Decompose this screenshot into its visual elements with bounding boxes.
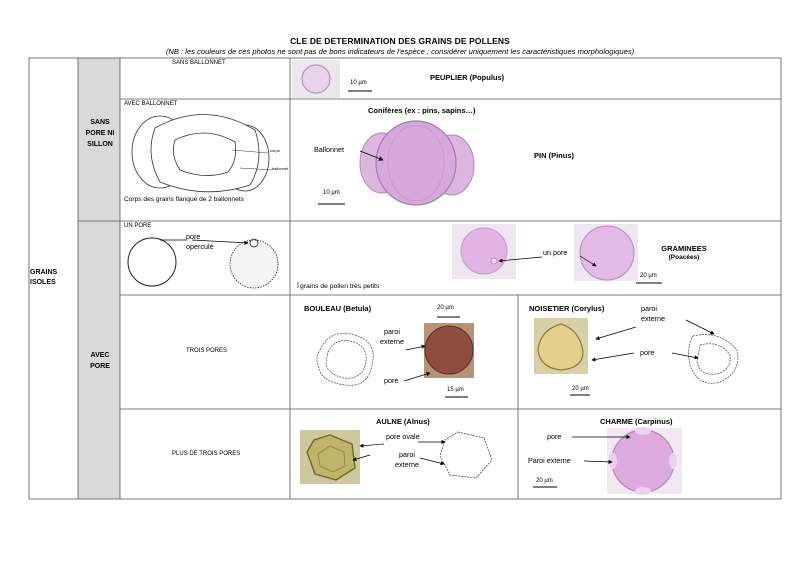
pin-diagram	[132, 114, 272, 191]
avec-ballonnet-label: AVEC BALLONNET	[124, 101, 178, 107]
tres-petits-note: grains de pollen très petits	[300, 283, 380, 290]
plus-trois-pores-label: PLUS DE TROIS PORES	[172, 451, 241, 457]
bouleau-paroi-label	[376, 327, 408, 347]
charme-scale: 20 µm	[536, 478, 553, 484]
pin-caption: Corps des grains flanqué de 2 ballonnets	[124, 196, 244, 203]
ballonnet-diagram-label: ballonnet	[272, 166, 289, 171]
sans-pore-label	[80, 117, 120, 150]
grains-isoles-label	[30, 268, 76, 288]
graminees-line1: GRAMINEES	[661, 244, 707, 253]
un-pore-outline	[128, 238, 176, 286]
graminees-scale: 20 µm	[640, 273, 657, 279]
noisetier-drawing	[689, 335, 738, 384]
peuplier-name: PEUPLIER (Populus)	[430, 73, 505, 82]
bouleau-paroi-line1: paroi	[384, 327, 400, 336]
aulne-pore-ovale-label: pore ovale	[386, 432, 420, 441]
avec-label: AVEC	[90, 352, 110, 359]
un-pore-pointer-label: un pore	[543, 248, 568, 257]
aulne-paroi-line2: externe	[395, 460, 419, 469]
charme-pore-label: pore	[547, 432, 562, 441]
pin-name: PIN (Pinus)	[534, 151, 575, 160]
sans-label: SANS	[90, 119, 110, 126]
sillon-label: SILLON	[87, 141, 113, 148]
graminees-name	[654, 244, 714, 262]
graminee-photo-2	[580, 226, 634, 280]
graminee-photo-1	[461, 228, 507, 274]
aulne-paroi-label	[392, 450, 422, 470]
pore-opercule-label	[186, 232, 214, 252]
sans-ballonnet-label: SANS BALLONNET	[172, 60, 226, 66]
charme-paroi-label: Paroi externe	[528, 456, 571, 465]
coniferes-heading: Conifères (ex : pins, sapins…)	[368, 106, 476, 115]
bouleau-scale-top: 20 µm	[437, 305, 454, 311]
un-pore-label: UN PORE	[124, 223, 152, 229]
grains-label: GRAINS	[30, 269, 58, 276]
noisetier-scale: 20 µm	[572, 386, 589, 392]
ballonnet-label: Ballonnet	[314, 145, 344, 154]
un-pore-dotted	[230, 239, 278, 288]
page-note: (NB : les couleurs de ces photos ne sont pas de bons indicateurs de l'espèce ; considérer uniquement les caractéristiques morphologiques)	[165, 47, 635, 56]
noisetier-paroi-line2: externe	[641, 314, 665, 323]
bouleau-scale-bottom: 15 µm	[447, 387, 464, 393]
pore-opercule-line2: operculé	[186, 242, 214, 251]
noisetier-paroi-label	[641, 304, 665, 324]
trois-pores-label: TROIS PORES	[186, 348, 228, 354]
charme-name: CHARME (Carpinus)	[600, 417, 673, 426]
bouleau-drawing	[317, 333, 373, 385]
noisetier-pore-label: pore	[640, 348, 655, 357]
noisetier-paroi-line1: paroi	[641, 304, 657, 313]
pin-scale: 10 µm	[323, 190, 340, 196]
avec-pore-label	[80, 350, 120, 372]
pore-label: PORE	[90, 363, 110, 370]
isoles-label: ISOLES	[30, 279, 56, 286]
page-title: CLE DE DETERMINATION DES GRAINS DE POLLENS	[290, 36, 510, 46]
bouleau-pore-label: pore	[384, 376, 399, 385]
aulne-paroi-line1: paroi	[399, 450, 415, 459]
bouleau-name: BOULEAU (Betula)	[304, 304, 372, 313]
aulne-drawing	[440, 432, 492, 478]
pore-opercule-line1: pore	[186, 232, 201, 241]
peuplier-scale: 10 µm	[350, 80, 367, 86]
aulne-name: AULNE (Alnus)	[376, 417, 430, 426]
corps-diagram-label: corps	[270, 148, 280, 153]
pin-photo	[360, 121, 474, 205]
noisetier-name: NOISETIER (Corylus)	[529, 304, 605, 313]
pore-ni-label: PORE NI	[85, 130, 115, 137]
bouleau-paroi-line2: externe	[380, 337, 404, 346]
graminees-line2: (Poacées)	[668, 254, 700, 261]
